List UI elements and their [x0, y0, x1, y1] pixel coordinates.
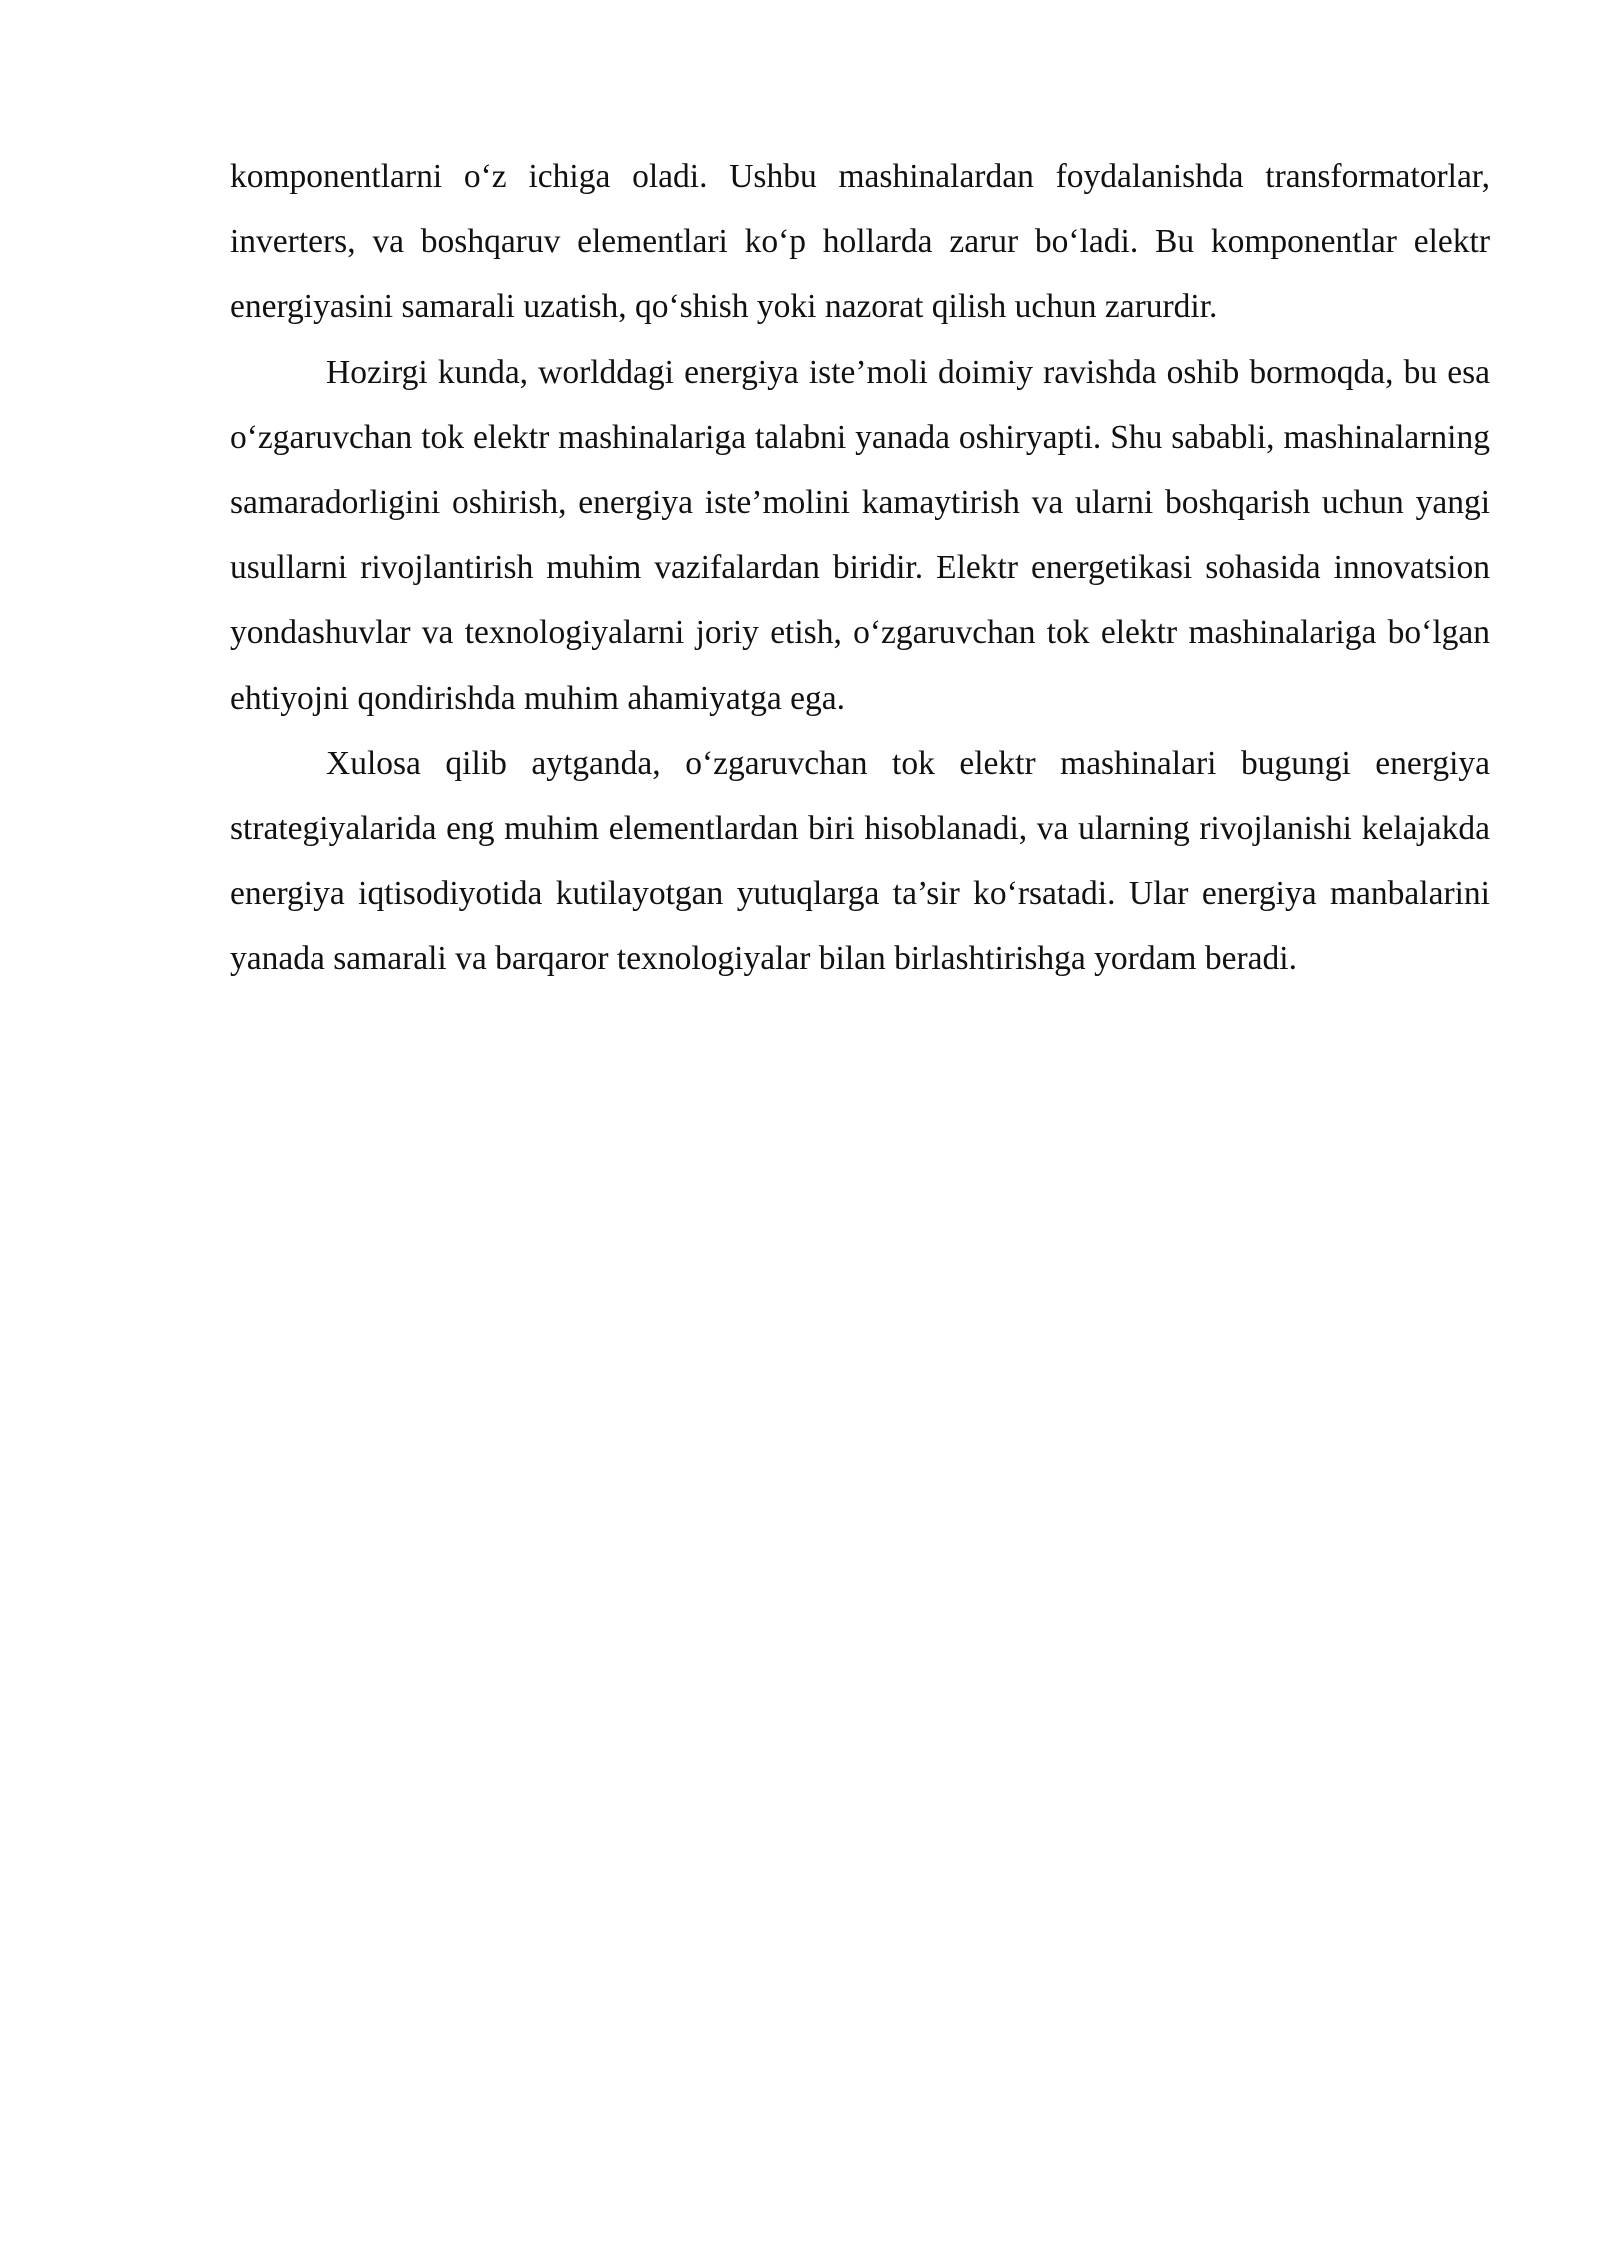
document-body: [230, 144, 1490, 992]
paragraph-energy-demand: Hozirgi kunda, worlddagi energiya iste’moli doimiy ravishda oshib bormoqda, bu esa o‘zgaruvchan tok elektr mashinalariga talabni yanada oshiryapti. Shu sababli, mashinalarning samaradorligini oshirish, energiya iste’molini kamaytirish va ularni boshqarish uchun yangi usullarni rivojlantirish muhim vazifalardan biridir. Elektr energetikasi sohasida innovatsion yondashuvlar va texnologiyalarni joriy etish, o‘zgaruvchan tok elektr mashinalariga bo‘lgan ehtiyojni qondirishda muhim ahamiyatga ega.: [230, 353, 1490, 717]
paragraph-conclusion: Xulosa qilib aytganda, o‘zgaruvchan tok elektr mashinalari bugungi energiya strategiyalarida eng muhim elementlardan biri hisoblanadi, va ularning rivojlanishi kelajakda energiya iqtisodiyotida kutilayotgan yutuqlarga ta’sir ko‘rsatadi. Ular energiya manbalarini yanada samarali va barqaror texnologiyalar bilan birlashtirishga yordam beradi.: [230, 744, 1490, 978]
paragraph-continuation: komponentlarni o‘z ichiga oladi. Ushbu mashinalardan foydalanishda transformatorlar, inverters, va boshqaruv elementlari ko‘p hollarda zarur bo‘ladi. Bu komponentlar elektr energiyasini samarali uzatish, qo‘shish yoki nazorat qilish uchun zarurdir.: [230, 158, 1490, 326]
